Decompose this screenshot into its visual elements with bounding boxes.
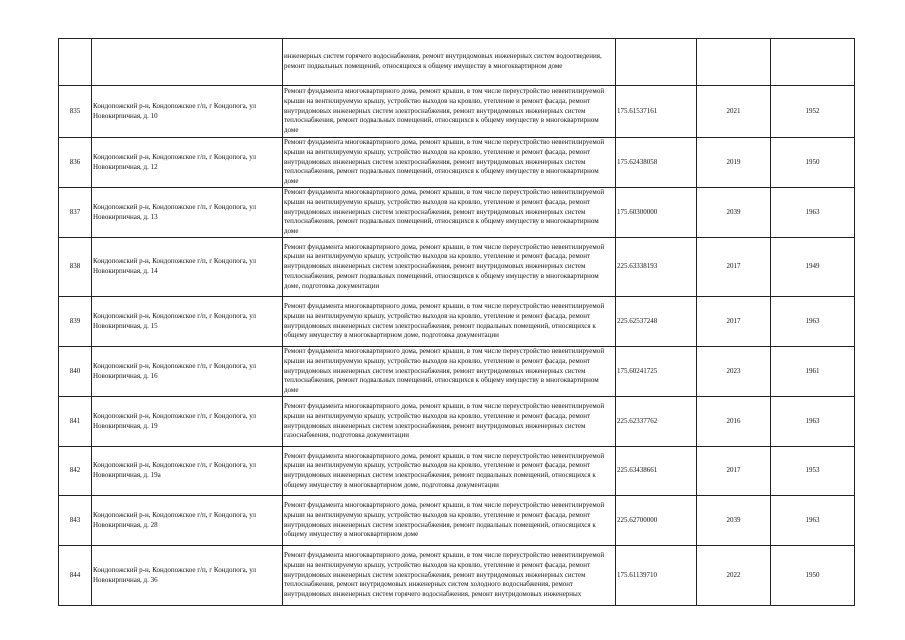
works-text: Ремонт фундамента многоквартирного дома, ремонт крыши, в том числе переустройство невентилируемой крыши на вентилируемую крышу, устройство выходов на кровлю, утепление и ремонт фасада, ремонт внутридомовых инженерных систем электроснабжения, ремонт подвальных помещений, относящихся к общему имуществу в многоквартирном доме	[284, 501, 605, 539]
address-cell: Кондопожский р-н, Кондопожское г/п, г Кондопога, ул Новокирпичная, д. 14	[92, 238, 283, 297]
build-year-cell: 1950	[771, 138, 855, 188]
plan-year-cell: 2021	[697, 86, 771, 138]
address-cell: Кондопожский р-н, Кондопожское г/п, г Кондопога, ул Новокирпичная, д. 36	[92, 546, 283, 606]
row-number-cell: 838	[59, 238, 92, 297]
row-number-cell: 836	[59, 138, 92, 188]
works-cell	[283, 546, 616, 606]
plan-year-cell	[697, 39, 771, 86]
plan-year-cell: 2023	[697, 347, 771, 397]
works-cell	[283, 397, 616, 447]
area-cell: 225.62337762	[616, 397, 697, 447]
area-cell: 225.63438661	[616, 447, 697, 496]
build-year-cell	[771, 39, 855, 86]
works-cell	[283, 86, 616, 138]
row-number-cell: 837	[59, 188, 92, 238]
plan-year-cell: 2022	[697, 546, 771, 606]
table-row	[59, 397, 855, 447]
table-row	[59, 86, 855, 138]
area-cell: 175.61139710	[616, 546, 697, 606]
address-cell: Кондопожский р-н, Кондопожское г/п, г Кондопога, ул Новокирпичная, д. 19а	[92, 447, 283, 496]
table-row	[59, 138, 855, 188]
row-number-cell: 841	[59, 397, 92, 447]
area-cell: 175.62438058	[616, 138, 697, 188]
works-cell	[283, 297, 616, 347]
build-year-cell: 1952	[771, 86, 855, 138]
address-cell: Кондопожский р-н, Кондопожское г/п, г Кондопога, ул Новокирпичная, д. 10	[92, 86, 283, 138]
row-number-cell: 839	[59, 297, 92, 347]
build-year-cell: 1963	[771, 397, 855, 447]
plan-year-cell: 2016	[697, 397, 771, 447]
table-row	[59, 347, 855, 397]
table-body	[59, 39, 855, 606]
row-number-cell: 835	[59, 86, 92, 138]
row-number-cell: 843	[59, 496, 92, 546]
plan-year-cell: 2019	[697, 138, 771, 188]
build-year-cell: 1961	[771, 347, 855, 397]
table-row	[59, 297, 855, 347]
table-row	[59, 496, 855, 546]
build-year-cell: 1963	[771, 496, 855, 546]
plan-year-cell: 2039	[697, 188, 771, 238]
row-number-cell: 840	[59, 347, 92, 397]
works-text: Ремонт фундамента многоквартирного дома, ремонт крыши, в том числе переустройство невентилируемой крыши на вентилируемую крышу, устройство выходов на кровлю, утепление и ремонт фасада, ремонт внутридомовых инженерных систем электроснабжения, ремонт внутридомовых инженерных систем теплоснабжения, ремонт подвальных помещений, относящихся к общему имуществу в многоквартирном доме	[284, 87, 605, 135]
table-row	[59, 447, 855, 496]
table-row	[59, 546, 855, 606]
works-cell	[283, 496, 616, 546]
area-cell: 225.62700000	[616, 496, 697, 546]
build-year-cell: 1949	[771, 238, 855, 297]
address-cell: Кондопожский р-н, Кондопожское г/п, г Кондопога, ул Новокирпичная, д. 12	[92, 138, 283, 188]
plan-year-cell: 2017	[697, 297, 771, 347]
address-cell: Кондопожский р-н, Кондопожское г/п, г Кондопога, ул Новокирпичная, д. 19	[92, 397, 283, 447]
table-row	[59, 238, 855, 297]
plan-year-cell: 2017	[697, 447, 771, 496]
address-cell: Кондопожский р-н, Кондопожское г/п, г Кондопога, ул Новокирпичная, д. 16	[92, 347, 283, 397]
row-number-cell: 842	[59, 447, 92, 496]
works-cell	[283, 39, 616, 86]
works-cell	[283, 188, 616, 238]
works-text: инженерных систем горячего водоснабжения, ремонт внутридомовых инженерных систем водоотведения, ремонт подвальных помещений, относящихся к общему имуществу в многоквартирном доме	[284, 52, 602, 70]
row-number-cell	[59, 39, 92, 86]
table-row	[59, 39, 855, 86]
build-year-cell: 1950	[771, 546, 855, 606]
address-cell: Кондопожский р-н, Кондопожское г/п, г Кондопога, ул Новокирпичная, д. 28	[92, 496, 283, 546]
works-cell	[283, 238, 616, 297]
capital-repair-table	[58, 38, 855, 606]
works-text: Ремонт фундамента многоквартирного дома, ремонт крыши, в том числе переустройство невентилируемой крыши на вентилируемую крышу, устройство выходов на кровлю, утепление и ремонт фасада, ремонт внутридомовых инженерных систем электроснабжения, ремонт внутридомовых инженерных систем теплоснабжения, ремонт подвальных помещений, относящихся к общему имуществу в многоквартирном доме, подготовка документации	[284, 242, 605, 290]
address-cell	[92, 39, 283, 86]
address-cell: Кондопожский р-н, Кондопожское г/п, г Кондопога, ул Новокирпичная, д. 13	[92, 188, 283, 238]
works-text: Ремонт фундамента многоквартирного дома, ремонт крыши, в том числе переустройство невентилируемой крыши на вентилируемую крышу, устройство выходов на кровлю, утепление и ремонт фасада, ремонт внутридомовых инженерных систем электроснабжения, ремонт внутридомовых инженерных систем теплоснабжения, ремонт подвальных помещений, относящихся к общему имуществу в многоквартирном доме	[284, 347, 605, 395]
area-cell: 225.62537248	[616, 297, 697, 347]
build-year-cell: 1953	[771, 447, 855, 496]
area-cell: 175.60241725	[616, 347, 697, 397]
build-year-cell: 1963	[771, 297, 855, 347]
address-cell: Кондопожский р-н, Кондопожское г/п, г Кондопога, ул Новокирпичная, д. 15	[92, 297, 283, 347]
area-cell: 175.60300000	[616, 188, 697, 238]
area-cell	[616, 39, 697, 86]
works-text: Ремонт фундамента многоквартирного дома, ремонт крыши, в том числе переустройство невентилируемой крыши на вентилируемую крышу, устройство выходов на кровлю, утепление и ремонт фасада, ремонт внутридомовых инженерных систем электроснабжения, ремонт подвальных помещений, относящихся к общему имуществу в многоквартирном доме, подготовка документации	[284, 302, 605, 340]
area-cell: 175.61537161	[616, 86, 697, 138]
row-number-cell: 844	[59, 546, 92, 606]
works-text: Ремонт фундамента многоквартирного дома, ремонт крыши, в том числе переустройство невентилируемой крыши на вентилируемую крышу, устройство выходов на кровлю, утепление и ремонт фасада, ремонт внутридомовых инженерных систем электроснабжения, ремонт внутридомовых инженерных систем теплоснабжения, ремонт подвальных помещений, относящихся к общему имуществу в многоквартирном доме	[284, 138, 605, 186]
plan-year-cell: 2039	[697, 496, 771, 546]
plan-year-cell: 2017	[697, 238, 771, 297]
works-text: Ремонт фундамента многоквартирного дома, ремонт крыши, в том числе переустройство невентилируемой крыши на вентилируемую крышу, устройство выходов на кровлю, утепление и ремонт фасада, ремонт внутридомовых инженерных систем электроснабжения, ремонт внутридомовых инженерных систем теплоснабжения, ремонт внутридомовых инженерных систем холодного водоснабжения, ремонт внутридомовых инженерных систем горячего водоснабжения, ремонт внутридомовых инженерных	[284, 551, 605, 599]
area-cell: 225.63338193	[616, 238, 697, 297]
works-cell	[283, 447, 616, 496]
works-text: Ремонт фундамента многоквартирного дома, ремонт крыши, в том числе переустройство невентилируемой крыши на вентилируемую крышу, устройство выходов на кровлю, утепление и ремонт фасада, ремонт внутридомовых инженерных систем электроснабжения, ремонт подвальных помещений, относящихся к общему имуществу в многоквартирном доме, подготовка документации	[284, 451, 605, 489]
works-text: Ремонт фундамента многоквартирного дома, ремонт крыши, в том числе переустройство невентилируемой крыши на вентилируемую крышу, устройство выходов на кровлю, утепление и ремонт фасада, ремонт внутридомовых инженерных систем электроснабжения, ремонт внутридомовых инженерных систем теплоснабжения, ремонт подвальных помещений, относящихся к общему имуществу в многоквартирном доме	[284, 188, 605, 236]
table-row	[59, 188, 855, 238]
works-text: Ремонт фундамента многоквартирного дома, ремонт крыши, в том числе переустройство невентилируемой крыши на вентилируемую крышу, устройство выходов на кровлю, утепление и ремонт фасада, ремонт внутридомовых инженерных систем электроснабжения, ремонт внутридомовых инженерных систем газоснабжения, подготовка документации	[284, 402, 605, 440]
works-cell	[283, 138, 616, 188]
build-year-cell: 1963	[771, 188, 855, 238]
works-cell	[283, 347, 616, 397]
